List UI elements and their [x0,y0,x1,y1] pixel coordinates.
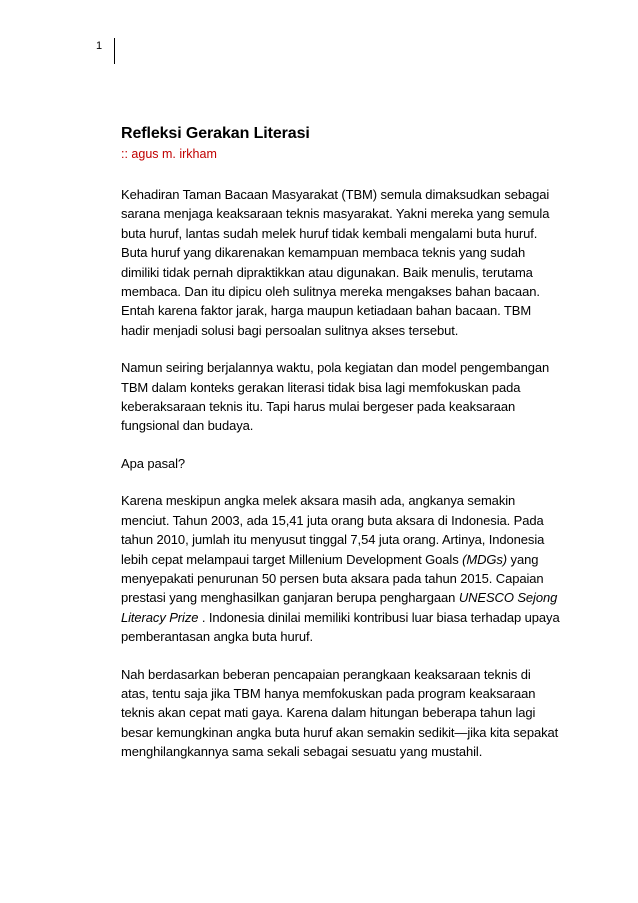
paragraph-4 [121,491,561,646]
article-author: :: agus m. irkham [121,147,217,161]
paragraph-4-part-3: . Indonesia dinilai memiliki kontribusi luar biasa terhadap upaya pemberantasan angka buta huruf. [121,609,560,645]
unesco-prize-term: UNESCO Sejong Literacy Prize [121,590,558,625]
article-title: Refleksi Gerakan Literasi [121,125,310,142]
paragraph-4-part-2: yang menyepakati penurunan 50 persen buta aksara pada tahun 2015. Capaian prestasi yang menghasilkan ganjaran berupa penghargaan [121,551,544,606]
article-body [121,185,561,762]
paragraph-4-part-1: Karena meskipun angka melek aksara masih ada, angkanya semakin menciut. Tahun 2003, ada 15,41 juta orang buta aksara di Indonesia. Pada tahun 2010, jumlah itu menyusut tinggal 7,54 juta orang. Artinya, Indonesia lebih cepat melampaui target Millenium Development Goals [121,493,545,567]
paragraph-1: Kehadiran Taman Bacaan Masyarakat (TBM) semula dimaksudkan sebagai sarana menjaga keaksaraan teknis masyarakat. Yakni mereka yang semula buta huruf, lantas sudah melek huruf tidak kembali mengalami buta huruf. Buta huruf yang dikarenakan kemampuan membaca teknis yang sudah dimiliki tidak pernah dipraktikkan atau digunakan. Baik menulis, terutama membaca. Dan itu dipicu oleh sulitnya mereka mengakses bahan bacaan. Entah karena faktor jarak, harga maupun ketiadaan bahan bacaan. TBM hadir menjadi solusi bagi persoalan sulitnya akses tersebut. [121,187,550,338]
mdgs-term: (MDGs) [462,551,508,567]
paragraph-2: Namun seiring berjalannya waktu, pola kegiatan dan model pengembangan TBM dalam konteks gerakan literasi tidak bisa lagi memfokuskan pada keberaksaraan teknis itu. Tapi harus mulai bergeser pada keaksaraan fungsional dan budaya. [121,360,550,434]
page-number: 1 [96,40,103,52]
paragraph-3: Apa pasal? [121,455,186,471]
paragraph-5: Nah berdasarkan beberan pencapaian perangkaan keaksaraan teknis di atas, tentu saja jika TBM hanya memfokuskan pada program keaksaraan teknis akan cepat mati gaya. Karena dalam hitungan beberapa tahun lagi besar kemungkinan angka buta huruf akan semakin sedikit—jika kita sepakat menghilangkannya sama sekali sebagai sesuatu yang mustahil. [121,666,559,760]
article [121,124,561,780]
header-divider [114,38,115,64]
